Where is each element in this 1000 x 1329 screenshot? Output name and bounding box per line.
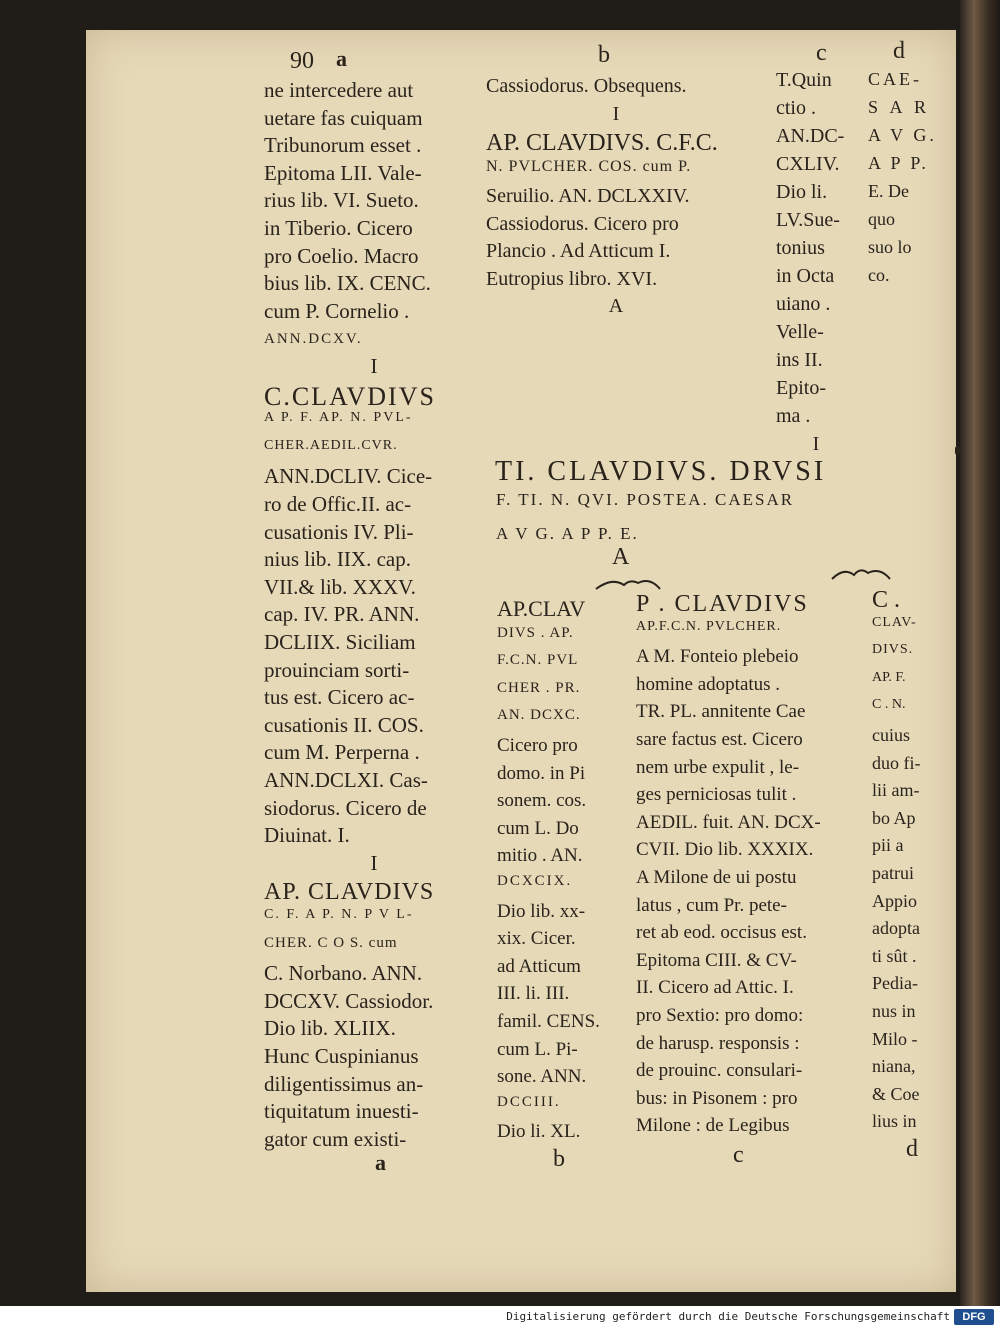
dfg-logo: DFG xyxy=(954,1309,994,1325)
col-b-top-line: Eutropius libro. XVI. xyxy=(486,267,658,290)
col-a-line: cap. IV. PR. ANN. xyxy=(264,602,420,627)
col-d-bot-line: lius in xyxy=(872,1111,917,1132)
col-d-top-line: S A R xyxy=(868,97,931,117)
col-c-bot-line: ges perniciosas tulit . xyxy=(636,784,797,806)
col-c-top-line: Epito- xyxy=(776,377,826,399)
center-heading-line2: F. TI. N. QVI. POSTEA. CAESAR xyxy=(496,490,795,509)
col-a-line: VII.& lib. XXXV. xyxy=(264,574,416,599)
center-heading-line1: TI. CLAVDIVS. DRVSI xyxy=(495,456,827,487)
col-b-bot-line: Dio lib. xx- xyxy=(497,900,586,922)
col-b-bot-line: F.C.N. PVL xyxy=(497,652,579,669)
col-a-line: C. F. A P. N. P V L- xyxy=(264,907,414,922)
col-c-bot-line: ret ab eod. occisus est. xyxy=(636,922,807,944)
col-c-bot-line: TR. PL. annitente Cae xyxy=(636,701,806,723)
col-c-top-line: Dio li. xyxy=(776,181,828,203)
col-a-line: A P. F. AP. N. PVL- xyxy=(264,410,413,426)
col-a-line: in Tiberio. Cicero xyxy=(264,216,413,240)
col-c-bot-line: P . CLAVDIVS xyxy=(636,591,809,617)
column-b-footer-letter: b xyxy=(553,1146,565,1172)
col-b-bot-line: Dio li. XL. xyxy=(497,1121,581,1143)
col-d-bot-line: nus in xyxy=(872,1001,916,1021)
col-c-bot-line: CVII. Dio lib. XXXIX. xyxy=(636,839,814,861)
col-a-line: uetare fas cuiquam xyxy=(264,105,423,130)
col-d-top-line: CAE- xyxy=(868,69,922,89)
brace-right xyxy=(830,565,892,583)
column-a-footer-letter: a xyxy=(375,1150,386,1175)
col-d-bot-line: bo Ap xyxy=(872,807,916,828)
col-b-bot-line: xix. Cicer. xyxy=(497,928,576,950)
col-c-bot-line: bus: in Pisonem : pro xyxy=(636,1087,798,1109)
col-a-line: cusationis II. COS. xyxy=(264,712,424,737)
col-c-top-line: uiano . xyxy=(776,293,831,315)
col-d-bot-line: C . xyxy=(872,587,901,613)
col-b-bot-line: domo. in Pi xyxy=(497,762,586,784)
col-c-top-line: ins II. xyxy=(776,349,823,371)
col-c-bot-line: Milone : de Legibus xyxy=(636,1115,790,1137)
col-d-bot-line: CLAV- xyxy=(872,614,917,630)
col-b-bot-line: sone. ANN. xyxy=(497,1066,587,1088)
col-a-line: cusationis IV. Pli- xyxy=(264,519,414,544)
col-a-line: Dio lib. XLIIX. xyxy=(264,1016,396,1041)
col-c-top-line: T.Quin xyxy=(776,69,832,91)
col-d-bot-line: AP. F. xyxy=(872,669,906,685)
col-a-line: Epitoma LII. Vale- xyxy=(264,160,422,185)
col-a-line: Diuinat. I. xyxy=(264,823,350,848)
col-c-bot-line: de harusp. responsis : xyxy=(636,1032,800,1054)
col-a-line: C. Norbano. ANN. xyxy=(264,961,423,986)
column-d-footer-letter: d xyxy=(906,1136,918,1162)
col-a-line: ro de Offic.II. ac- xyxy=(264,492,412,516)
col-d-top-line: suo lo xyxy=(868,237,912,257)
col-a-line: I xyxy=(370,354,378,378)
col-c-bot-line: pro Sextio: pro domo: xyxy=(636,1005,804,1026)
col-b-top-line: Plancio . Ad Atticum I. xyxy=(486,240,671,262)
col-a-line: CHER.AEDIL.CVR. xyxy=(264,437,398,453)
col-c-bot-line: AEDIL. fuit. AN. DCX- xyxy=(636,811,821,833)
col-b-top-line: Cassiodorus. Obsequens. xyxy=(486,75,687,97)
col-b-bot-line: ad Atticum xyxy=(497,955,581,977)
col-b-bot-line: famil. CENS. xyxy=(497,1011,600,1032)
col-d-bot-line: duo fi- xyxy=(872,752,921,773)
col-b-top-line: Seruilio. AN. DCLXXIV. xyxy=(486,185,690,207)
col-a-line: nius lib. IIX. cap. xyxy=(264,547,411,572)
col-b-bot-line: cum L. Pi- xyxy=(497,1038,578,1060)
col-c-top-line: I xyxy=(812,433,820,455)
col-d-bot-line: Milo - xyxy=(872,1028,918,1049)
col-c-top-line: LV.Sue- xyxy=(776,209,840,231)
col-d-bot-line: C . N. xyxy=(872,697,906,713)
col-b-top-line: Cassiodorus. Cicero pro xyxy=(486,212,679,235)
col-c-bot-line: de prouinc. consulari- xyxy=(636,1060,803,1082)
col-a-line: ne intercedere aut xyxy=(264,78,414,102)
column-letter-b: b xyxy=(598,42,610,68)
col-d-bot-line: patrui xyxy=(872,863,914,883)
col-c-bot-line: AP.F.C.N. PVLCHER. xyxy=(636,618,782,634)
col-d-bot-line: DIVS. xyxy=(872,642,914,658)
col-d-top-line: co. xyxy=(868,265,890,285)
col-d-bot-line: niana, xyxy=(872,1056,916,1077)
col-a-line: pro Coelio. Macro xyxy=(264,243,419,268)
footer-credit: Digitalisierung gefördert durch die Deutsche Forschungsgemeinschaft xyxy=(506,1310,950,1323)
col-c-top-line: ctio . xyxy=(776,97,816,119)
col-c-bot-line: II. Cicero ad Attic. I. xyxy=(636,977,794,999)
col-d-bot-line: lii am- xyxy=(872,780,920,801)
col-c-top-line: Velle- xyxy=(776,321,824,343)
col-a-line: Hunc Cuspinianus xyxy=(264,1044,419,1068)
col-b-bot-line: CHER . PR. xyxy=(497,679,581,696)
col-b-bot-line: DIVS . AP. xyxy=(497,624,574,641)
col-a-line: bius lib. IX. CENC. xyxy=(264,271,431,296)
col-b-top-line: A xyxy=(608,295,624,317)
col-c-top-line: CXLIV. xyxy=(776,153,840,175)
col-d-bot-line: & Coe xyxy=(872,1083,920,1104)
column-c-footer-letter: c xyxy=(733,1142,744,1168)
col-c-bot-line: A Milone de ui postu xyxy=(636,867,797,888)
column-letter-d: d xyxy=(893,38,905,64)
col-b-bot-line: mitio . AN. xyxy=(497,845,583,867)
col-a-line: ANN.DCLXI. Cas- xyxy=(264,768,428,792)
col-b-bot-line: AP.CLAV xyxy=(497,596,586,621)
col-c-bot-line: A M. Fonteio plebeio xyxy=(636,646,799,668)
col-a-line: Tribunorum esset . xyxy=(264,133,422,158)
col-b-top-line: N. PVLCHER. COS. cum P. xyxy=(486,157,692,175)
col-c-top-line: tonius xyxy=(776,237,825,259)
col-d-top-line: quo xyxy=(868,209,895,229)
col-c-top-line: in Octa xyxy=(776,265,835,287)
col-d-bot-line: pii a xyxy=(872,835,904,856)
col-c-bot-line: sare factus est. Cicero xyxy=(636,729,803,750)
col-a-line: C.CLAVDIVS xyxy=(264,381,436,411)
col-c-bot-line: Epitoma CIII. & CV- xyxy=(636,949,797,971)
col-c-top-line: AN.DC- xyxy=(776,125,845,147)
col-a-line: I xyxy=(370,850,378,875)
center-heading-marker: A xyxy=(612,544,630,570)
col-c-bot-line: homine adoptatus . xyxy=(636,673,781,695)
col-a-line: diligentissimus an- xyxy=(264,1071,424,1096)
col-d-top-line: E. De xyxy=(868,181,909,201)
column-letter-c: c xyxy=(816,40,827,66)
col-c-top-line: ma . xyxy=(776,405,811,427)
col-d-bot-line: adopta xyxy=(872,918,920,939)
col-d-bot-line: cuius xyxy=(872,725,910,745)
col-a-line: gator cum existi- xyxy=(264,1126,407,1151)
col-d-top-line: A V G. xyxy=(868,125,937,145)
col-a-line: ANN.DCLIV. Cice- xyxy=(264,464,433,489)
col-b-bot-line: AN. DCXC. xyxy=(497,707,581,724)
col-b-top-line: AP. CLAVDIVS. C.F.C. xyxy=(486,130,718,156)
col-d-bot-line: ti sût . xyxy=(872,945,917,966)
col-d-bot-line: Appio xyxy=(872,890,917,911)
col-a-line: DCLIIX. Siciliam xyxy=(264,630,416,654)
col-a-line: cum M. Perperna . xyxy=(264,740,420,765)
page-number: 90 xyxy=(290,48,314,74)
book-edge xyxy=(960,0,1000,1306)
col-b-bot-line: DCXCIX. xyxy=(497,873,573,889)
footer-bar xyxy=(0,1306,1000,1329)
col-a-line: AP. CLAVDIVS xyxy=(264,879,435,906)
col-d-top-line: A P P. xyxy=(868,153,929,173)
col-d-bot-line: Pedia- xyxy=(872,973,918,994)
col-c-bot-line: latus , cum Pr. pete- xyxy=(636,894,787,916)
col-a-line: tus est. Cicero ac- xyxy=(264,685,415,710)
col-a-line: CHER. C O S. cum xyxy=(264,934,398,951)
col-b-bot-line: Cicero pro xyxy=(497,735,578,756)
col-a-line: rius lib. VI. Sueto. xyxy=(264,188,419,213)
column-letter-a: a xyxy=(336,46,347,71)
col-b-bot-line: sonem. cos. xyxy=(497,790,587,812)
col-c-bot-line: nem urbe expulit , le- xyxy=(636,756,800,778)
col-a-line: cum P. Cornelio . xyxy=(264,298,410,323)
col-b-bot-line: cum L. Do xyxy=(497,817,579,839)
col-b-top-line: I xyxy=(612,102,620,125)
col-b-bot-line: DCCIII. xyxy=(497,1093,561,1110)
col-b-bot-line: III. li. III. xyxy=(497,983,570,1005)
col-a-line: prouinciam sorti- xyxy=(264,657,410,682)
col-a-line: tiquitatum inuesti- xyxy=(264,1099,419,1124)
ink-spot xyxy=(955,446,960,455)
col-a-line: DCCXV. Cassiodor. xyxy=(264,988,434,1013)
col-a-line: siodorus. Cicero de xyxy=(264,795,427,820)
col-a-line: ANN.DCXV. xyxy=(264,331,363,347)
center-heading-line3: A V G. A P P. E. xyxy=(496,524,639,543)
